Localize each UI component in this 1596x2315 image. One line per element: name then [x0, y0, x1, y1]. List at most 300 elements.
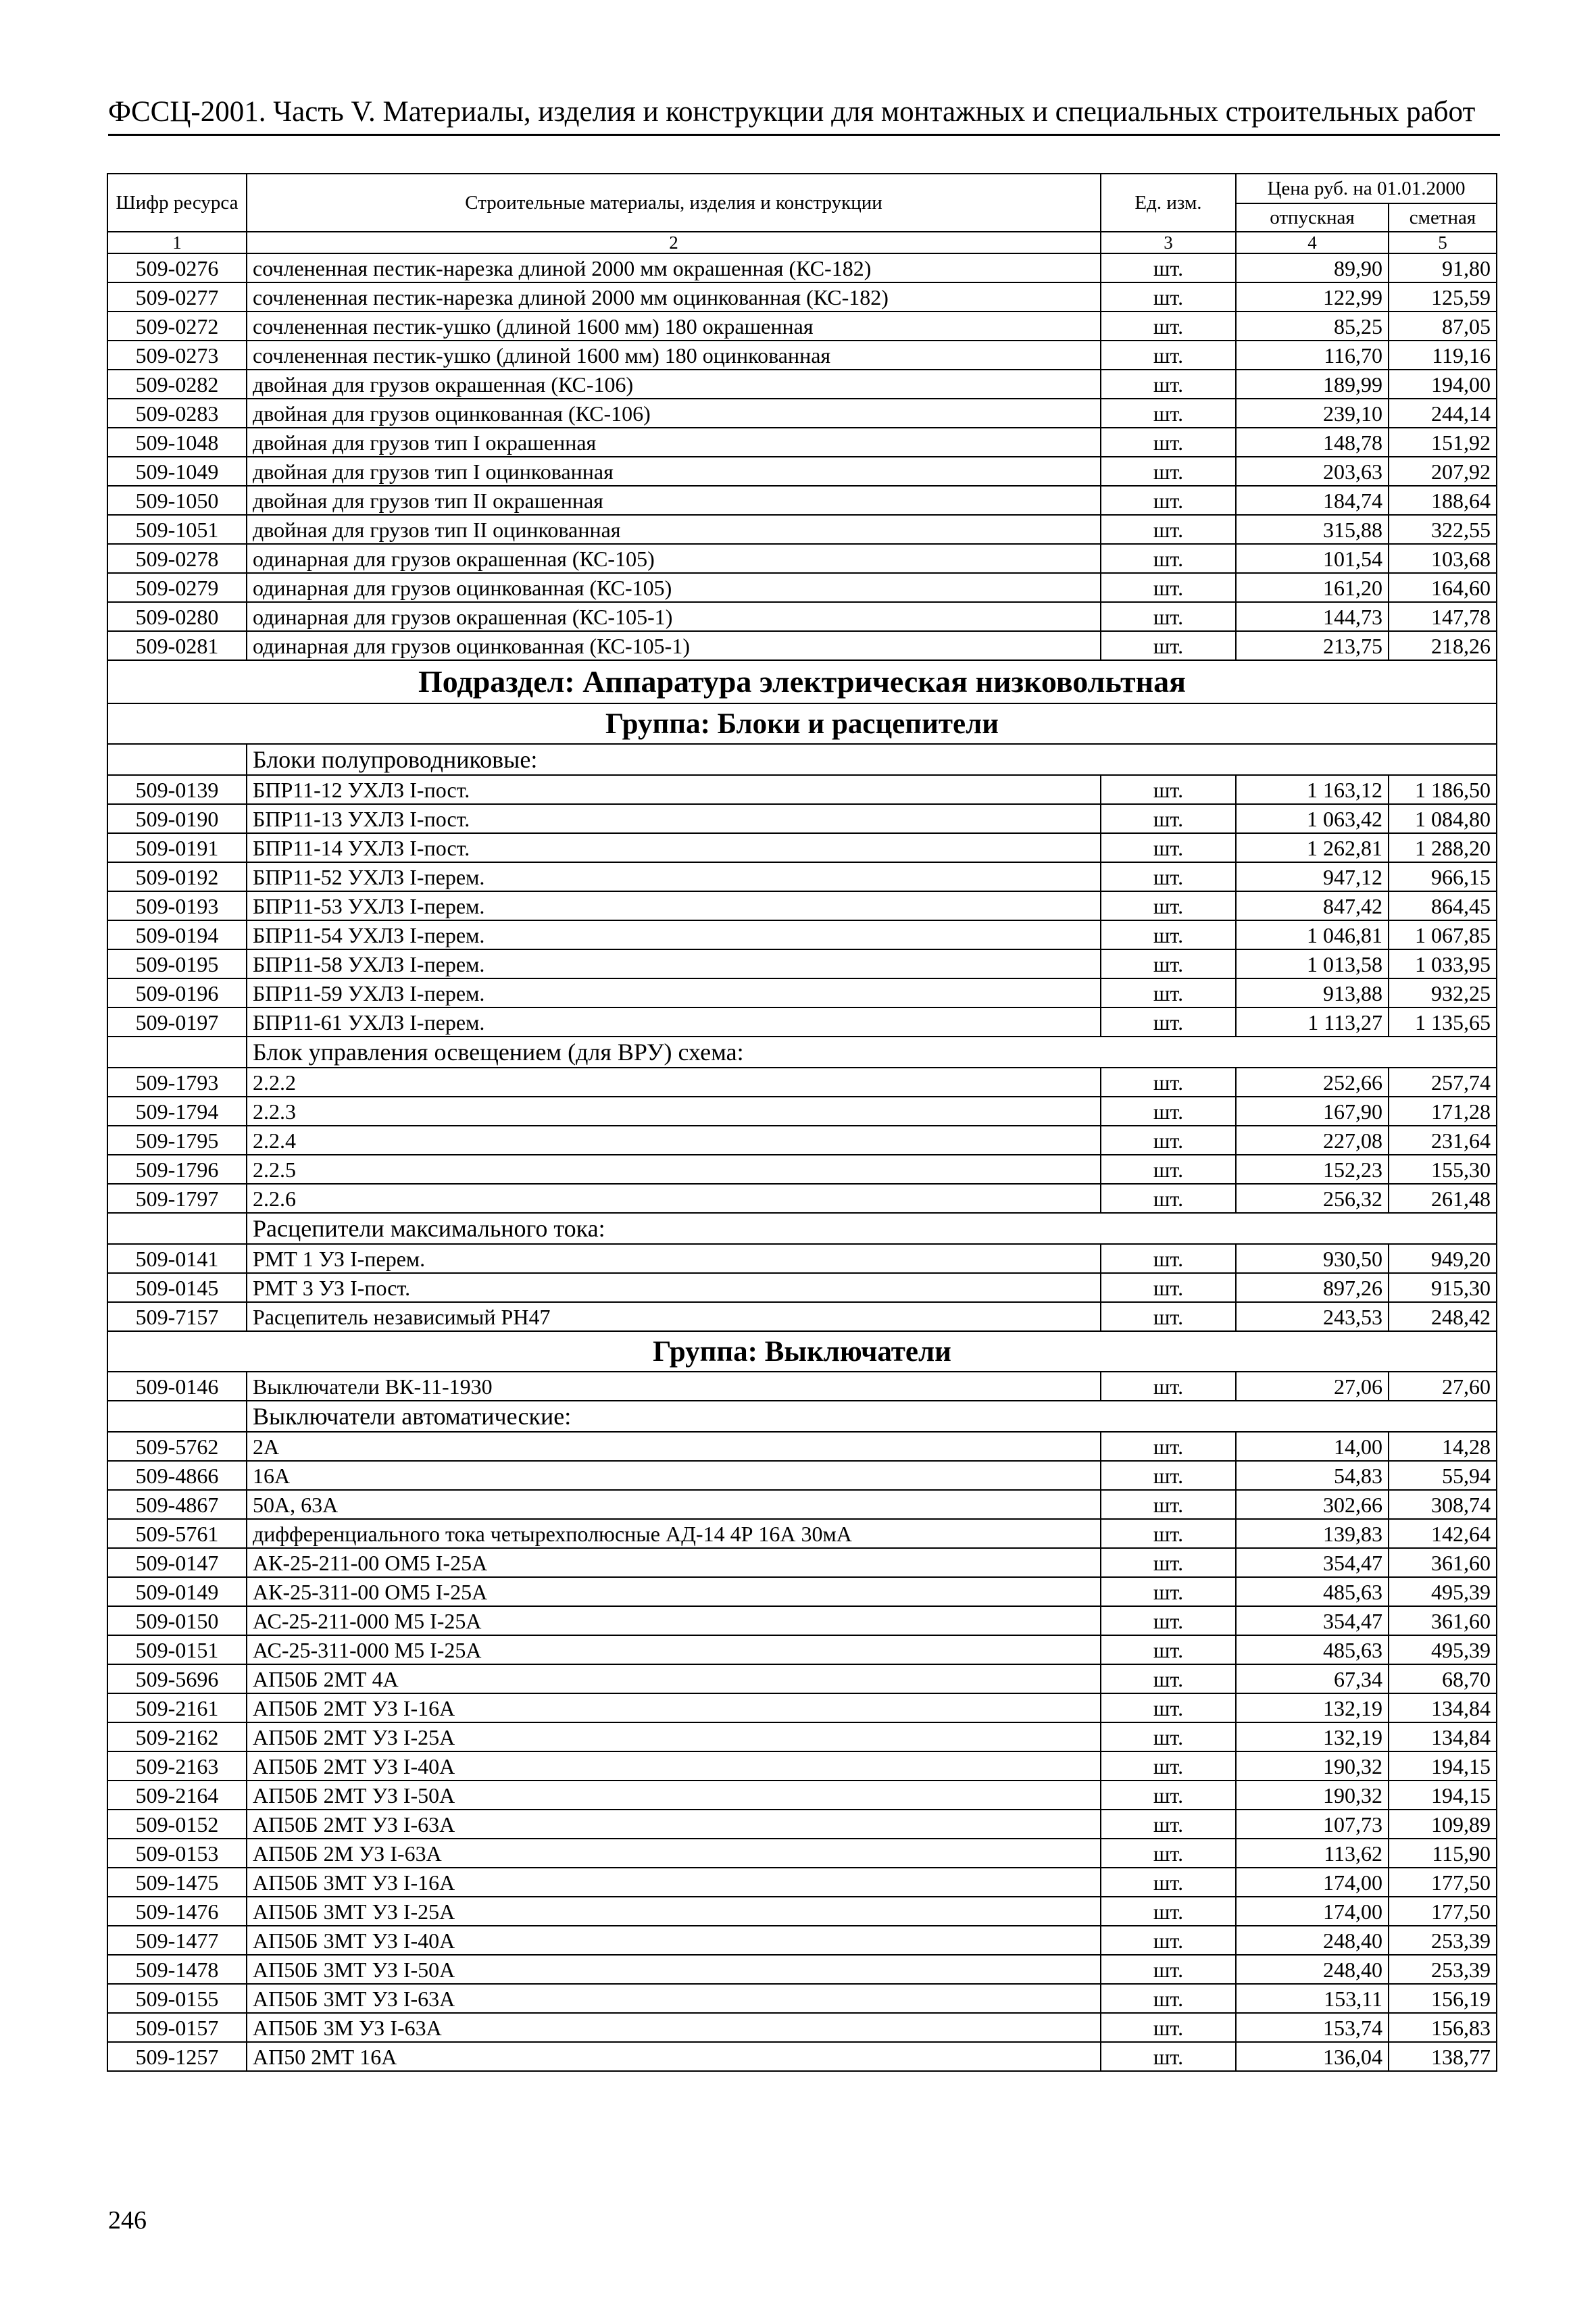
- price-estimate: 1 135,65: [1389, 1007, 1497, 1037]
- price-wholesale: 153,11: [1236, 1984, 1389, 2013]
- unit: шт.: [1101, 282, 1236, 312]
- table-row: [107, 1926, 1497, 1955]
- table-row: [107, 1897, 1497, 1926]
- price-estimate: 115,90: [1389, 1839, 1497, 1868]
- unit: шт.: [1101, 1926, 1236, 1955]
- unit: шт.: [1101, 775, 1236, 804]
- price-wholesale: 947,12: [1236, 862, 1389, 891]
- resource-code: 509-1478: [107, 1955, 247, 1984]
- table-row: [107, 1548, 1497, 1577]
- item-name: дифференциального тока четырехполюсные АД-14 4Р 16А 30мА: [247, 1519, 1101, 1548]
- unit: шт.: [1101, 1693, 1236, 1722]
- resource-code: 509-1797: [107, 1184, 247, 1213]
- item-name: АС-25-211-000 М5 I-25А: [247, 1606, 1101, 1635]
- item-name: АП50Б 2М УЗ I-63А: [247, 1839, 1101, 1868]
- price-wholesale: 161,20: [1236, 573, 1389, 602]
- price-estimate: 966,15: [1389, 862, 1497, 891]
- item-name: БПР11-13 УХЛЗ I-пост.: [247, 804, 1101, 833]
- unit: шт.: [1101, 1577, 1236, 1606]
- price-wholesale: 132,19: [1236, 1722, 1389, 1751]
- price-wholesale: 153,74: [1236, 2013, 1389, 2042]
- item-name: БПР11-54 УХЛЗ I-перем.: [247, 920, 1101, 949]
- col-price-header: Цена руб. на 01.01.2000: [1236, 174, 1497, 203]
- price-wholesale: 1 013,58: [1236, 949, 1389, 978]
- unit: шт.: [1101, 544, 1236, 573]
- colnum-1: 1: [107, 232, 247, 253]
- price-estimate: 156,19: [1389, 1984, 1497, 2013]
- unit: шт.: [1101, 1955, 1236, 1984]
- item-name: БПР11-58 УХЛЗ I-перем.: [247, 949, 1101, 978]
- unit: шт.: [1101, 631, 1236, 660]
- price-estimate: 119,16: [1389, 341, 1497, 370]
- table-row: [107, 486, 1497, 515]
- subsection-row: [107, 660, 1497, 703]
- price-estimate: 147,78: [1389, 602, 1497, 631]
- unit: шт.: [1101, 1302, 1236, 1331]
- table-row: [107, 2042, 1497, 2071]
- unit: шт.: [1101, 1606, 1236, 1635]
- price-estimate: 932,25: [1389, 978, 1497, 1007]
- header-rule: [108, 134, 1500, 136]
- price-estimate: 1 084,80: [1389, 804, 1497, 833]
- price-estimate: 103,68: [1389, 544, 1497, 573]
- table-row: [107, 370, 1497, 399]
- item-name: РМТ 1 УЗ I-перем.: [247, 1244, 1101, 1273]
- table-row: [107, 253, 1497, 282]
- item-name: одинарная для грузов окрашенная (КС-105): [247, 544, 1101, 573]
- unit: шт.: [1101, 1372, 1236, 1401]
- table-row: [107, 312, 1497, 341]
- item-name: АП50Б 3МТ УЗ I-16А: [247, 1868, 1101, 1897]
- table-row: [107, 1664, 1497, 1693]
- price-estimate: 248,42: [1389, 1302, 1497, 1331]
- item-name: АК-25-311-00 ОМ5 I-25А: [247, 1577, 1101, 1606]
- category-row: [107, 1401, 1497, 1432]
- price-estimate: 361,60: [1389, 1548, 1497, 1577]
- category-title: Блок управления освещением (для ВРУ) схема:: [247, 1037, 1497, 1068]
- page-number: 246: [108, 2206, 147, 2235]
- price-wholesale: 243,53: [1236, 1302, 1389, 1331]
- resource-code: 509-0273: [107, 341, 247, 370]
- price-wholesale: 122,99: [1236, 282, 1389, 312]
- price-wholesale: 227,08: [1236, 1126, 1389, 1155]
- colnum-2: 2: [247, 232, 1101, 253]
- item-name: сочлененная пестик-нарезка длиной 2000 мм оцинкованная (КС-182): [247, 282, 1101, 312]
- resource-code: 509-0149: [107, 1577, 247, 1606]
- category-title: Блоки полупроводниковые:: [247, 744, 1497, 775]
- unit: шт.: [1101, 1097, 1236, 1126]
- price-estimate: 1 186,50: [1389, 775, 1497, 804]
- category-row: [107, 744, 1497, 775]
- price-estimate: 164,60: [1389, 573, 1497, 602]
- price-wholesale: 213,75: [1236, 631, 1389, 660]
- price-wholesale: 190,32: [1236, 1781, 1389, 1810]
- unit: шт.: [1101, 1244, 1236, 1273]
- resource-code: 509-1795: [107, 1126, 247, 1155]
- unit: шт.: [1101, 428, 1236, 457]
- price-wholesale: 189,99: [1236, 370, 1389, 399]
- price-estimate: 155,30: [1389, 1155, 1497, 1184]
- unit: шт.: [1101, 1664, 1236, 1693]
- unit: шт.: [1101, 1781, 1236, 1810]
- resource-code: 509-0150: [107, 1606, 247, 1635]
- resource-code: 509-0141: [107, 1244, 247, 1273]
- table-row: [107, 1810, 1497, 1839]
- price-estimate: 495,39: [1389, 1577, 1497, 1606]
- table-row: [107, 282, 1497, 312]
- price-wholesale: 184,74: [1236, 486, 1389, 515]
- price-estimate: 109,89: [1389, 1810, 1497, 1839]
- resource-code: 509-0279: [107, 573, 247, 602]
- price-estimate: 55,94: [1389, 1461, 1497, 1490]
- table-row: [107, 1868, 1497, 1897]
- item-name: сочлененная пестик-ушко (длиной 1600 мм) 180 оцинкованная: [247, 341, 1101, 370]
- unit: шт.: [1101, 1548, 1236, 1577]
- item-name: АП50Б 2МТ УЗ I-16А: [247, 1693, 1101, 1722]
- price-wholesale: 14,00: [1236, 1432, 1389, 1461]
- price-estimate: 91,80: [1389, 253, 1497, 282]
- resource-code: 509-0190: [107, 804, 247, 833]
- resource-code: 509-1051: [107, 515, 247, 544]
- resource-code: 509-0151: [107, 1635, 247, 1664]
- item-name: 2.2.5: [247, 1155, 1101, 1184]
- item-name: 50А, 63А: [247, 1490, 1101, 1519]
- unit: шт.: [1101, 1868, 1236, 1897]
- price-estimate: 14,28: [1389, 1432, 1497, 1461]
- resource-code: 509-0194: [107, 920, 247, 949]
- table-row: [107, 949, 1497, 978]
- price-estimate: 188,64: [1389, 486, 1497, 515]
- price-estimate: 218,26: [1389, 631, 1497, 660]
- price-wholesale: 897,26: [1236, 1273, 1389, 1302]
- item-name: АП50Б 3МТ УЗ I-50А: [247, 1955, 1101, 1984]
- unit: шт.: [1101, 2042, 1236, 2071]
- table-row: [107, 891, 1497, 920]
- unit: шт.: [1101, 1490, 1236, 1519]
- item-name: БПР11-59 УХЛЗ I-перем.: [247, 978, 1101, 1007]
- price-estimate: 1 288,20: [1389, 833, 1497, 862]
- unit: шт.: [1101, 1432, 1236, 1461]
- item-name: двойная для грузов тип I оцинкованная: [247, 457, 1101, 486]
- colnum-3: 3: [1101, 232, 1236, 253]
- price-estimate: 915,30: [1389, 1273, 1497, 1302]
- price-estimate: 125,59: [1389, 282, 1497, 312]
- resource-code: 509-0283: [107, 399, 247, 428]
- unit: шт.: [1101, 1184, 1236, 1213]
- price-wholesale: 174,00: [1236, 1868, 1389, 1897]
- table-row: [107, 862, 1497, 891]
- price-wholesale: 132,19: [1236, 1693, 1389, 1722]
- price-estimate: 495,39: [1389, 1635, 1497, 1664]
- unit: шт.: [1101, 486, 1236, 515]
- item-name: Выключатели ВК-11-1930: [247, 1372, 1101, 1401]
- price-wholesale: 913,88: [1236, 978, 1389, 1007]
- table-row: [107, 2013, 1497, 2042]
- resource-code: 509-7157: [107, 1302, 247, 1331]
- table-row: [107, 1577, 1497, 1606]
- item-name: двойная для грузов тип II окрашенная: [247, 486, 1101, 515]
- price-wholesale: 152,23: [1236, 1155, 1389, 1184]
- unit: шт.: [1101, 1984, 1236, 2013]
- table-row: [107, 1781, 1497, 1810]
- unit: шт.: [1101, 515, 1236, 544]
- resource-code: 509-4867: [107, 1490, 247, 1519]
- table-row: [107, 1184, 1497, 1213]
- price-wholesale: 136,04: [1236, 2042, 1389, 2071]
- category-row: [107, 1213, 1497, 1244]
- unit: шт.: [1101, 602, 1236, 631]
- table-row: [107, 1068, 1497, 1097]
- item-name: АП50Б 2МТ УЗ I-40А: [247, 1751, 1101, 1781]
- table-row: [107, 1606, 1497, 1635]
- resource-code: 509-0193: [107, 891, 247, 920]
- table-row: [107, 1839, 1497, 1868]
- price-wholesale: 930,50: [1236, 1244, 1389, 1273]
- price-estimate: 231,64: [1389, 1126, 1497, 1155]
- table-body: [107, 253, 1497, 2071]
- resource-code: 509-5762: [107, 1432, 247, 1461]
- item-name: БПР11-12 УХЛЗ I-пост.: [247, 775, 1101, 804]
- resource-code: 509-0191: [107, 833, 247, 862]
- unit: шт.: [1101, 2013, 1236, 2042]
- group-title: Группа: Выключатели: [107, 1331, 1497, 1372]
- unit: шт.: [1101, 1722, 1236, 1751]
- price-wholesale: 139,83: [1236, 1519, 1389, 1548]
- table-row: [107, 1155, 1497, 1184]
- resource-code: 509-0145: [107, 1273, 247, 1302]
- category-title: Расцепители максимального тока:: [247, 1213, 1497, 1244]
- unit: шт.: [1101, 891, 1236, 920]
- price-wholesale: 113,62: [1236, 1839, 1389, 1868]
- col-name-header: Строительные материалы, изделия и конструкции: [247, 174, 1101, 232]
- resource-code: 509-0195: [107, 949, 247, 978]
- price-estimate: 308,74: [1389, 1490, 1497, 1519]
- unit: шт.: [1101, 573, 1236, 602]
- group-row: [107, 703, 1497, 744]
- unit: шт.: [1101, 833, 1236, 862]
- price-estimate: 87,05: [1389, 312, 1497, 341]
- table-row: [107, 1302, 1497, 1331]
- item-name: двойная для грузов окрашенная (КС-106): [247, 370, 1101, 399]
- item-name: 2.2.2: [247, 1068, 1101, 1097]
- price-estimate: 257,74: [1389, 1068, 1497, 1097]
- resource-code: 509-1050: [107, 486, 247, 515]
- resource-code: 509-1257: [107, 2042, 247, 2071]
- price-wholesale: 354,47: [1236, 1606, 1389, 1635]
- price-wholesale: 144,73: [1236, 602, 1389, 631]
- price-estimate: 151,92: [1389, 428, 1497, 457]
- table-row: [107, 978, 1497, 1007]
- item-name: АП50Б 2МТ УЗ I-63А: [247, 1810, 1101, 1839]
- resource-code: 509-0282: [107, 370, 247, 399]
- price-wholesale: 847,42: [1236, 891, 1389, 920]
- table-row: [107, 428, 1497, 457]
- price-estimate: 134,84: [1389, 1722, 1497, 1751]
- resource-code: 509-0146: [107, 1372, 247, 1401]
- item-name: БПР11-61 УХЛЗ I-перем.: [247, 1007, 1101, 1037]
- subsection-title: Подраздел: Аппаратура электрическая низковольтная: [107, 660, 1497, 703]
- col-wholesale-header: отпускная: [1236, 203, 1389, 232]
- item-name: одинарная для грузов оцинкованная (КС-105): [247, 573, 1101, 602]
- unit: шт.: [1101, 370, 1236, 399]
- item-name: БПР11-52 УХЛЗ I-перем.: [247, 862, 1101, 891]
- price-estimate: 142,64: [1389, 1519, 1497, 1548]
- col-unit-header: Ед. изм.: [1101, 174, 1236, 232]
- table-row: [107, 804, 1497, 833]
- group-title: Группа: Блоки и расцепители: [107, 703, 1497, 744]
- item-name: АС-25-311-000 М5 I-25А: [247, 1635, 1101, 1664]
- category-row: [107, 1037, 1497, 1068]
- resource-code: 509-0192: [107, 862, 247, 891]
- table-row: [107, 1519, 1497, 1548]
- resource-code: 509-1476: [107, 1897, 247, 1926]
- item-name: АП50Б 2МТ УЗ I-50А: [247, 1781, 1101, 1810]
- table-row: [107, 1751, 1497, 1781]
- unit: шт.: [1101, 341, 1236, 370]
- price-estimate: 177,50: [1389, 1897, 1497, 1926]
- table-row: [107, 1372, 1497, 1401]
- table-row: [107, 1007, 1497, 1037]
- resource-code: 509-0281: [107, 631, 247, 660]
- price-wholesale: 174,00: [1236, 1897, 1389, 1926]
- price-wholesale: 248,40: [1236, 1955, 1389, 1984]
- unit: шт.: [1101, 1839, 1236, 1868]
- price-wholesale: 89,90: [1236, 253, 1389, 282]
- colnum-5: 5: [1389, 232, 1497, 253]
- price-wholesale: 54,83: [1236, 1461, 1389, 1490]
- table-row: [107, 1635, 1497, 1664]
- price-wholesale: 85,25: [1236, 312, 1389, 341]
- table-row: [107, 1984, 1497, 2013]
- price-estimate: 949,20: [1389, 1244, 1497, 1273]
- table-row: [107, 1097, 1497, 1126]
- item-name: 2.2.4: [247, 1126, 1101, 1155]
- unit: шт.: [1101, 978, 1236, 1007]
- price-wholesale: 167,90: [1236, 1097, 1389, 1126]
- table-row: [107, 1244, 1497, 1273]
- unit: шт.: [1101, 862, 1236, 891]
- table-row: [107, 341, 1497, 370]
- resource-code: 509-1048: [107, 428, 247, 457]
- price-table: [107, 173, 1497, 2072]
- resource-code: 509-0276: [107, 253, 247, 282]
- table-row: [107, 573, 1497, 602]
- resource-code: 509-0197: [107, 1007, 247, 1037]
- resource-code: 509-0196: [107, 978, 247, 1007]
- price-wholesale: 27,06: [1236, 1372, 1389, 1401]
- resource-code: 509-0139: [107, 775, 247, 804]
- price-wholesale: 1 163,12: [1236, 775, 1389, 804]
- unit: шт.: [1101, 1751, 1236, 1781]
- price-estimate: 177,50: [1389, 1868, 1497, 1897]
- price-wholesale: 248,40: [1236, 1926, 1389, 1955]
- item-name: АП50Б 2МТ 4А: [247, 1664, 1101, 1693]
- price-estimate: 194,15: [1389, 1751, 1497, 1781]
- resource-code: 509-1793: [107, 1068, 247, 1097]
- resource-code: 509-0147: [107, 1548, 247, 1577]
- price-wholesale: 354,47: [1236, 1548, 1389, 1577]
- resource-code: 509-0157: [107, 2013, 247, 2042]
- price-wholesale: 252,66: [1236, 1068, 1389, 1097]
- table-row: [107, 399, 1497, 428]
- item-name: АК-25-211-00 ОМ5 I-25А: [247, 1548, 1101, 1577]
- resource-code: 509-1475: [107, 1868, 247, 1897]
- price-estimate: 134,84: [1389, 1693, 1497, 1722]
- price-wholesale: 67,34: [1236, 1664, 1389, 1693]
- resource-code: 509-2162: [107, 1722, 247, 1751]
- unit: шт.: [1101, 949, 1236, 978]
- resource-code: 509-5696: [107, 1664, 247, 1693]
- price-estimate: 156,83: [1389, 2013, 1497, 2042]
- price-wholesale: 1 113,27: [1236, 1007, 1389, 1037]
- running-header: ФССЦ-2001. Часть V. Материалы, изделия и конструкции для монтажных и специальных строительных работ: [108, 96, 1476, 128]
- price-wholesale: 107,73: [1236, 1810, 1389, 1839]
- category-title: Выключатели автоматические:: [247, 1401, 1497, 1432]
- table-row: [107, 544, 1497, 573]
- item-name: сочлененная пестик-нарезка длиной 2000 мм окрашенная (КС-182): [247, 253, 1101, 282]
- item-name: сочлененная пестик-ушко (длиной 1600 мм) 180 окрашенная: [247, 312, 1101, 341]
- resource-code: 509-1796: [107, 1155, 247, 1184]
- table-row: [107, 1693, 1497, 1722]
- price-estimate: 261,48: [1389, 1184, 1497, 1213]
- item-name: 16А: [247, 1461, 1101, 1490]
- table-row: [107, 920, 1497, 949]
- price-estimate: 322,55: [1389, 515, 1497, 544]
- resource-code: 509-2164: [107, 1781, 247, 1810]
- item-name: РМТ 3 УЗ I-пост.: [247, 1273, 1101, 1302]
- item-name: БПР11-53 УХЛЗ I-перем.: [247, 891, 1101, 920]
- price-wholesale: 315,88: [1236, 515, 1389, 544]
- resource-code: 509-0152: [107, 1810, 247, 1839]
- price-estimate: 194,00: [1389, 370, 1497, 399]
- table-row: [107, 1461, 1497, 1490]
- price-wholesale: 1 046,81: [1236, 920, 1389, 949]
- price-estimate: 194,15: [1389, 1781, 1497, 1810]
- price-wholesale: 1 063,42: [1236, 804, 1389, 833]
- price-estimate: 1 067,85: [1389, 920, 1497, 949]
- unit: шт.: [1101, 1007, 1236, 1037]
- unit: шт.: [1101, 457, 1236, 486]
- resource-code: 509-5761: [107, 1519, 247, 1548]
- resource-code: 509-1794: [107, 1097, 247, 1126]
- resource-code: 509-0153: [107, 1839, 247, 1868]
- table-row: [107, 1955, 1497, 1984]
- item-name: АП50Б 3М УЗ I-63А: [247, 2013, 1101, 2042]
- price-wholesale: 190,32: [1236, 1751, 1389, 1781]
- unit: шт.: [1101, 312, 1236, 341]
- price-wholesale: 239,10: [1236, 399, 1389, 428]
- price-wholesale: 1 262,81: [1236, 833, 1389, 862]
- price-estimate: 68,70: [1389, 1664, 1497, 1693]
- item-name: АП50Б 3МТ УЗ I-63А: [247, 1984, 1101, 2013]
- unit: шт.: [1101, 399, 1236, 428]
- unit: шт.: [1101, 920, 1236, 949]
- item-name: БПР11-14 УХЛЗ I-пост.: [247, 833, 1101, 862]
- unit: шт.: [1101, 1461, 1236, 1490]
- table-row: [107, 1432, 1497, 1461]
- price-wholesale: 101,54: [1236, 544, 1389, 573]
- item-name: АП50 2МТ 16А: [247, 2042, 1101, 2071]
- price-estimate: 253,39: [1389, 1926, 1497, 1955]
- group-row: [107, 1331, 1497, 1372]
- price-estimate: 27,60: [1389, 1372, 1497, 1401]
- resource-code: 509-0272: [107, 312, 247, 341]
- item-name: АП50Б 3МТ УЗ I-40А: [247, 1926, 1101, 1955]
- resource-code: 509-1477: [107, 1926, 247, 1955]
- price-wholesale: 256,32: [1236, 1184, 1389, 1213]
- table-row: [107, 515, 1497, 544]
- unit: шт.: [1101, 1810, 1236, 1839]
